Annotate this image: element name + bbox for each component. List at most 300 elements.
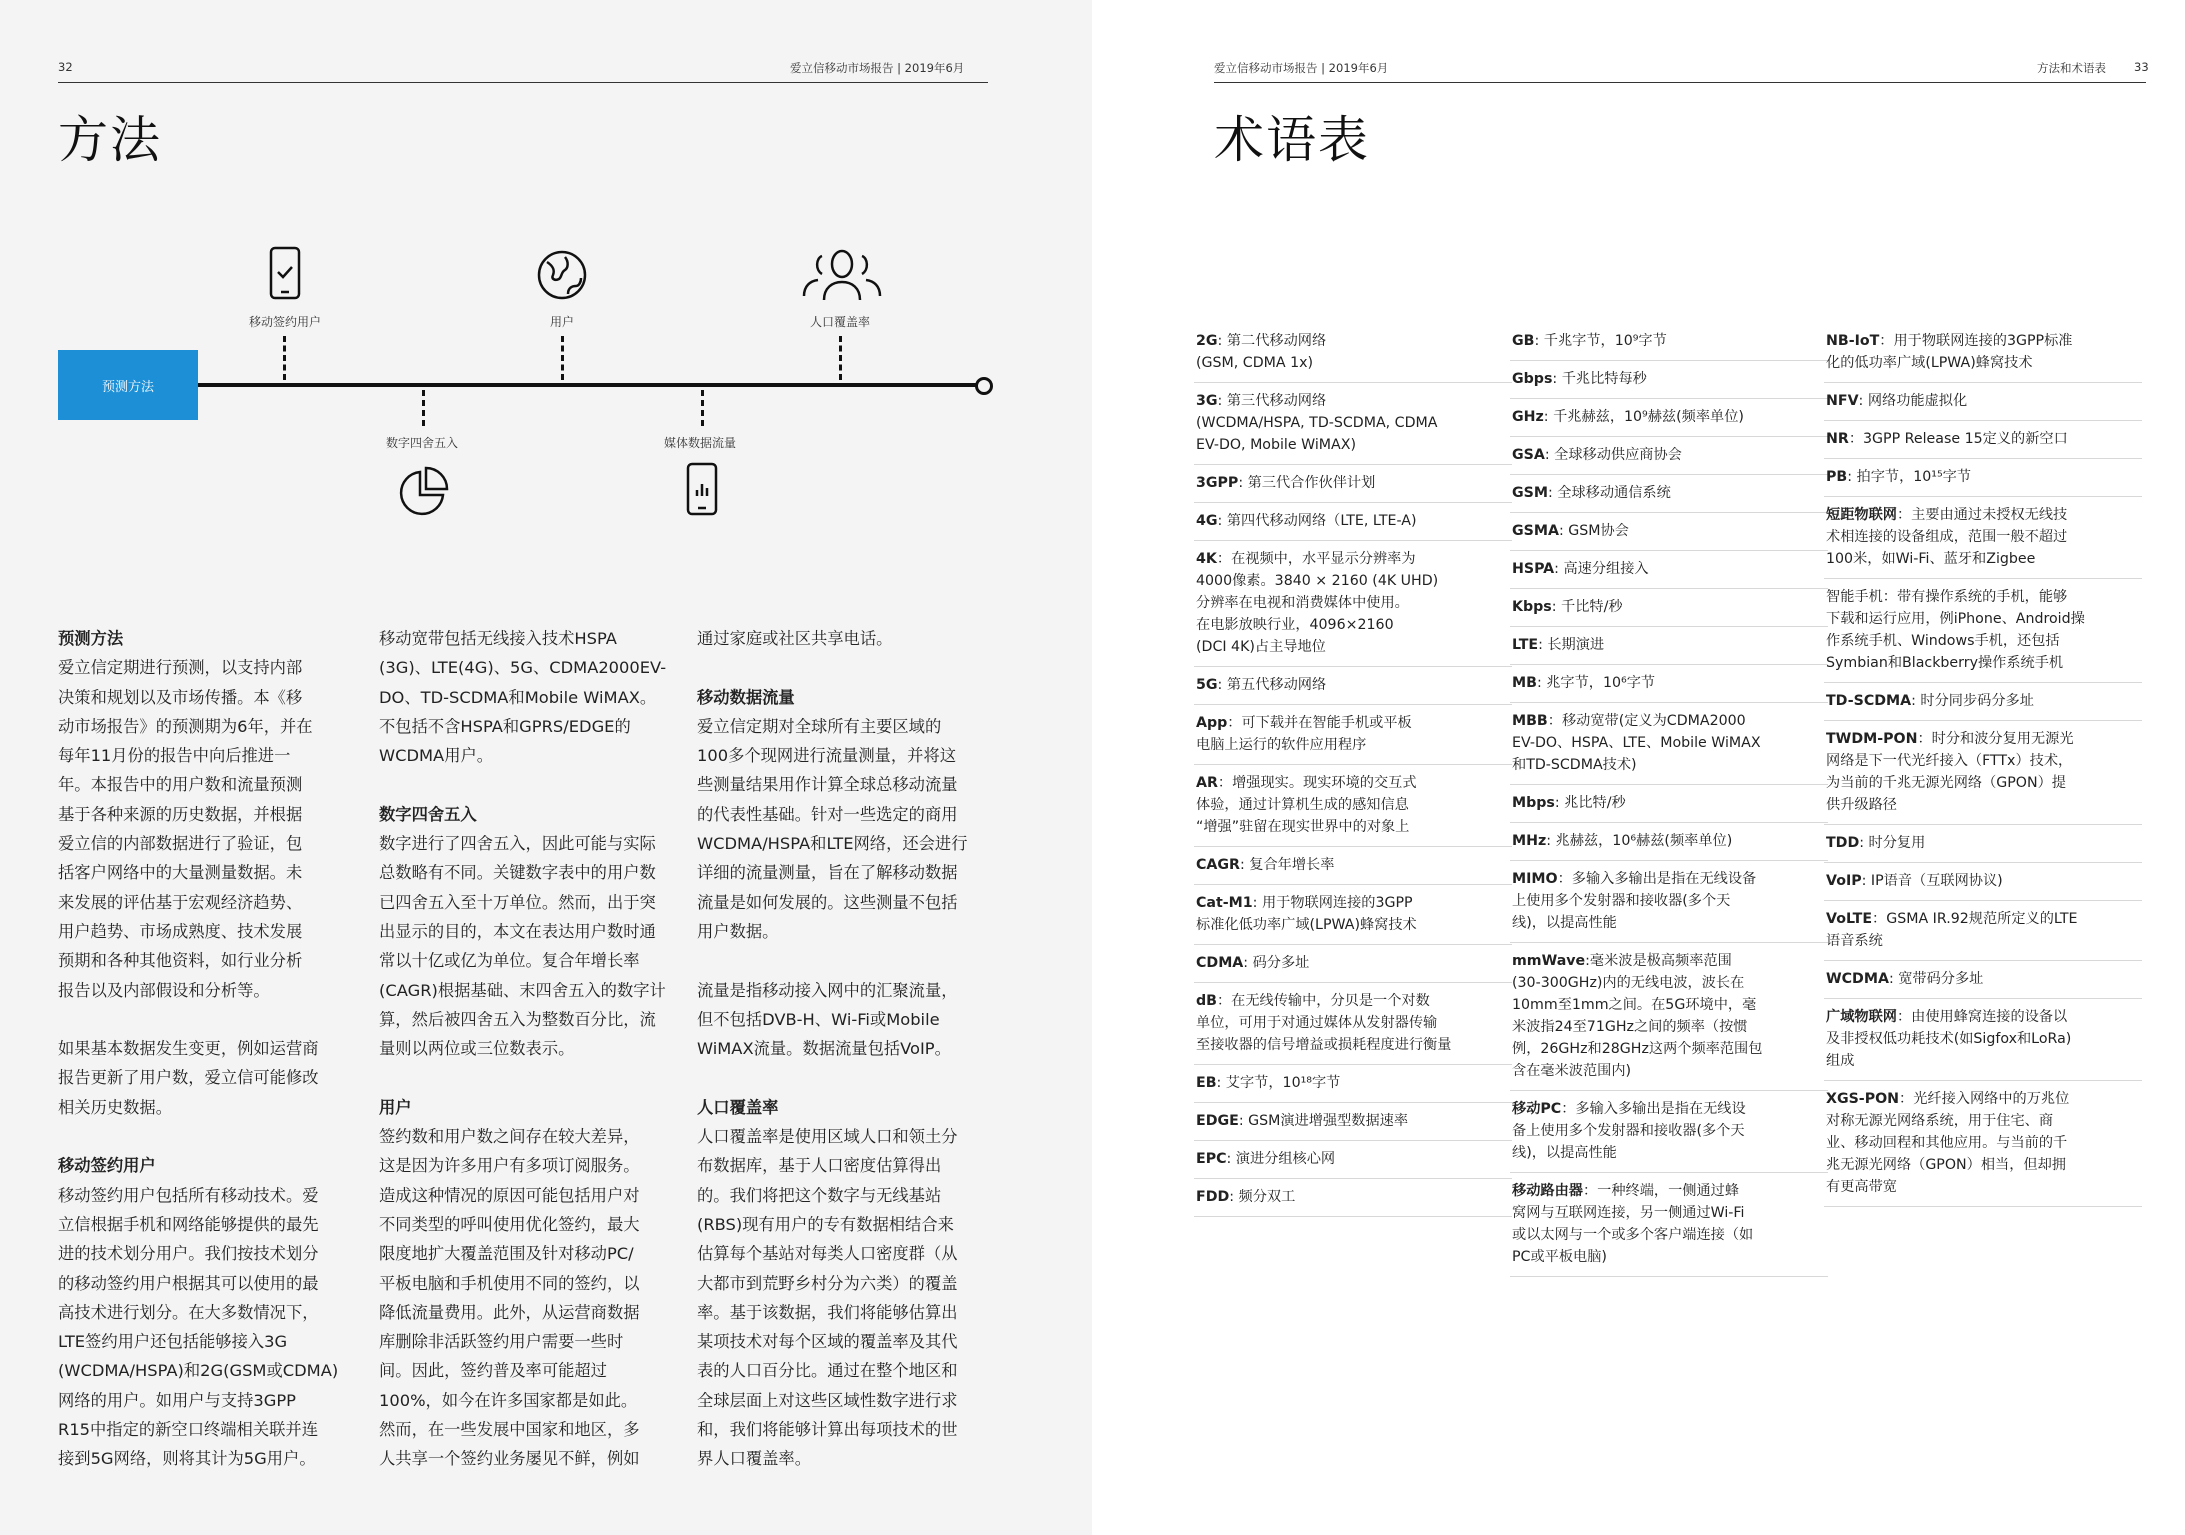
glossary-entry: [1194, 503, 1512, 541]
page-title: 术语表: [1214, 111, 1370, 169]
body-line: 估算每个基站对每类人口密度群（从: [697, 1244, 958, 1264]
body-line: 爱立信定期对全球所有主要区域的: [697, 716, 942, 736]
glossary-term: Cat-M1: [1196, 895, 1253, 911]
glossary-definition-line: ：由使用蜂窝连接的设备以: [1896, 1009, 2068, 1025]
glossary-term: GHz: [1512, 409, 1544, 425]
body-line: 的代表性基础。针对一些选定的商用: [697, 804, 958, 824]
text-column: [379, 624, 679, 1474]
glossary-entry: [1510, 627, 1828, 665]
body-line: 限度地扩大覆盖范围及针对移动PC/: [379, 1244, 634, 1264]
phone-bar-chart-icon: [682, 462, 722, 518]
body-line: 某项技术对每个区域的覆盖率及其代: [697, 1332, 958, 1352]
glossary-definition-line: (GSM, CDMA 1x): [1196, 355, 1314, 371]
body-line: 签约数和用户数之间存在较大差异，: [379, 1127, 640, 1147]
glossary-term: GSM: [1512, 485, 1548, 501]
glossary-definition-line: : 千兆比特每秒: [1552, 371, 1647, 387]
glossary-entry: [1824, 497, 2142, 579]
glossary-entry: [1510, 361, 1828, 399]
body-line: (CAGR)根据基础、末四舍五入的数字计: [379, 980, 666, 1000]
glossary-term: CAGR: [1196, 857, 1240, 873]
glossary-term: 2G: [1196, 333, 1218, 349]
paragraph-spacer: [58, 1005, 358, 1034]
glossary-definition-line: :毫米波是极高频率范围: [1585, 953, 1732, 969]
body-line: 的移动签约用户根据其可以使用的最: [58, 1273, 319, 1293]
glossary-definition-line: ：用于物联网连接的3GPP标准: [1879, 333, 2073, 349]
body-line: 报告更新了用户数，爱立信可能修改: [58, 1068, 319, 1088]
header-rule: [58, 82, 988, 83]
glossary-entry: [1824, 459, 2142, 497]
glossary-entry: [1824, 579, 2142, 683]
glossary-definition-line: : 码分多址: [1243, 955, 1310, 971]
body-line: (3G)、LTE(4G)、5G、CDMA2000EV-: [379, 658, 667, 678]
glossary-entry: [1510, 323, 1828, 361]
glossary-entry: [1824, 999, 2142, 1081]
glossary-definition-line: 米波指24至71GHz之间的频率（按惯: [1512, 1019, 1748, 1035]
glossary-column: [1824, 323, 2142, 1207]
body-line: 预期和各种其他资料，如行业分析: [58, 951, 303, 971]
glossary-entry: [1194, 945, 1512, 983]
glossary-definition-line: ：光纤接入网络中的万兆位: [1899, 1091, 2070, 1107]
body-line: 不包括不含HSPA和GPRS/EDGE的: [379, 716, 631, 736]
glossary-term: AR: [1196, 775, 1218, 791]
glossary-definition-line: 10mm至1mm之间。在5G环境中，毫: [1512, 997, 1757, 1013]
body-line: 平板电脑和手机使用不同的签约，以: [379, 1273, 640, 1293]
glossary-definition-line: 100米，如Wi-Fi、蓝牙和Zigbee: [1826, 551, 2036, 567]
glossary-term: TWDM-PON: [1826, 731, 1918, 747]
body-line: WCDMA/HSPA和LTE网络，还会进行: [697, 834, 968, 854]
glossary-entry: [1194, 323, 1512, 383]
glossary-definition-line: 电脑上运行的软件应用程序: [1196, 737, 1367, 753]
glossary-definition-line: : 演进分组核心网: [1226, 1151, 1336, 1167]
glossary-definition-line: : 第五代移动网络: [1217, 677, 1327, 693]
paragraph-spacer: [697, 1063, 997, 1092]
glossary-definition-line: EV-DO、HSPA、LTE、Mobile WiMAX: [1512, 735, 1761, 751]
glossary-entry: [1824, 901, 2142, 961]
connector: [701, 390, 704, 426]
glossary-definition-line: : IP语音（互联网协议): [1861, 873, 2003, 889]
glossary-entry: [1824, 421, 2142, 459]
glossary-definition-line: ：增强现实。现实环境的交互式: [1217, 775, 1417, 791]
glossary-entry: [1510, 399, 1828, 437]
glossary-term: WCDMA: [1826, 971, 1889, 987]
glossary-term: 4G: [1196, 513, 1218, 529]
glossary-term: App: [1196, 715, 1228, 731]
glossary-entry: [1824, 383, 2142, 421]
forecast-box: 预测方法: [58, 350, 198, 420]
paragraph-spacer: [697, 653, 997, 682]
glossary-definition-line: 兆无源光网络（GPON）相当，但却拥: [1826, 1157, 2066, 1173]
body-line: 来发展的评估基于宏观经济趋势、: [58, 892, 303, 912]
running-header: 爱立信移动市场报告 | 2019年6月: [790, 61, 965, 75]
glossary-definition-line: : 第四代移动网络（LTE, LTE-A): [1217, 513, 1417, 529]
body-line: 相关历史数据。: [58, 1097, 172, 1117]
glossary-entry: [1510, 703, 1828, 785]
glossary-definition-line: : 长期演进: [1538, 637, 1605, 653]
body-line: 然而，在一些发展中国家和地区，多: [379, 1420, 640, 1440]
glossary-definition-line: : 千兆字节，10⁹字节: [1534, 333, 1667, 349]
glossary-entry: [1194, 1141, 1512, 1179]
section-heading: 移动签约用户: [58, 1156, 156, 1176]
glossary-definition-line: ：移动宽带(定义为CDMA2000: [1547, 713, 1746, 729]
glossary-term: XGS-PON: [1826, 1091, 1900, 1107]
glossary-term: 移动路由器: [1512, 1183, 1583, 1199]
body-line: 高技术进行划分。在大多数情况下，: [58, 1302, 319, 1322]
glossary-definition-line: 或以太网与一个或多个客户端连接（如: [1512, 1227, 1754, 1243]
body-line: 出显示的目的，本文在表达用户数时通: [379, 921, 656, 941]
body-line: 如果基本数据发生变更，例如运营商: [58, 1039, 319, 1059]
body-line: 些测量结果用作计算全球总移动流量: [697, 775, 958, 795]
glossary-definition-line: 和TD-SCDMA技术): [1512, 757, 1637, 773]
glossary-entry: [1510, 1091, 1828, 1173]
glossary-term: 短距物联网: [1826, 507, 1897, 523]
glossary-term: HSPA: [1512, 561, 1555, 577]
body-line: 移动宽带包括无线接入技术HSPA: [379, 629, 617, 648]
glossary-entry: [1194, 705, 1512, 765]
glossary-definition-line: : 全球移动通信系统: [1547, 485, 1671, 501]
glossary-definition-line: 业、移动回程和其他应用。与当前的千: [1826, 1135, 2068, 1151]
glossary-definition-line: : 高速分组接入: [1554, 561, 1649, 577]
glossary-term: 5G: [1196, 677, 1218, 693]
glossary-definition-line: ：在视频中，水平显示分辨率为: [1216, 551, 1416, 567]
glossary-entry: [1824, 683, 2142, 721]
glossary-entry: [1824, 323, 2142, 383]
body-line: 流量是指移动接入网中的汇聚流量，: [697, 980, 958, 1000]
glossary-term: 广域物联网: [1826, 1009, 1897, 1025]
section-heading: 移动数据流量: [697, 687, 795, 707]
body-line: 的。我们将把这个数字与无线基站: [697, 1185, 942, 1205]
glossary-definition-line: 智能手机：带有操作系统的手机，能够: [1826, 589, 2068, 605]
glossary-definition-line: : 频分双工: [1229, 1189, 1296, 1205]
glossary-definition-line: 及非授权低功耗技术(如Sigfox和LoRa): [1826, 1031, 2072, 1047]
glossary-term: Mbps: [1512, 795, 1555, 811]
glossary-definition-line: 标准化低功率广域(LPWA)蜂窝技术: [1196, 917, 1417, 933]
glossary-term: 3G: [1196, 393, 1218, 409]
body-line: 爱立信的内部数据进行了验证，包: [58, 834, 303, 854]
glossary-definition-line: PC或平板电脑): [1512, 1249, 1607, 1265]
glossary-entry: [1194, 465, 1512, 503]
body-line: 库删除非活跃签约用户需要一些时: [379, 1332, 624, 1352]
glossary-term: FDD: [1196, 1189, 1230, 1205]
glossary-entry: [1824, 1081, 2142, 1207]
body-line: 总数略有不同。关键数字表中的用户数: [379, 863, 656, 883]
body-line: 已四舍五入至十万单位。然而，出于突: [379, 892, 656, 912]
glossary-entry: [1510, 823, 1828, 861]
glossary-definition-line: ：时分和波分复用无源光: [1917, 731, 2074, 747]
glossary-definition-line: 在电影放映行业，4096×2160: [1196, 617, 1394, 633]
section-heading: 数字四舍五入: [379, 804, 477, 824]
glossary-definition-line: ：3GPP Release 15定义的新空口: [1848, 431, 2068, 447]
page-number: 32: [58, 60, 73, 74]
glossary-definition-line: : GSM协会: [1558, 523, 1629, 539]
glossary-term: PB: [1826, 469, 1848, 485]
body-line: 进的技术划分用户。我们按技术划分: [58, 1244, 319, 1264]
glossary-definition-line: : 时分同步码分多址: [1911, 693, 2034, 709]
glossary-term: 移动PC: [1512, 1101, 1562, 1117]
glossary-definition-line: : GSM演进增强型数据速率: [1238, 1113, 1409, 1129]
body-line: 算，然后被四舍五入为整数百分比，流: [379, 1009, 656, 1029]
body-line: 动市场报告》的预测期为6年，并在: [58, 716, 313, 736]
glossary-definition-line: 对称无源光网络系统，用于住宅、商: [1826, 1113, 2054, 1129]
glossary-term: GB: [1512, 333, 1535, 349]
node-label: 人口覆盖率: [809, 315, 870, 329]
text-column: [697, 624, 997, 1474]
node-label: 用户: [549, 315, 574, 329]
glossary-definition-line: : 第二代移动网络: [1217, 333, 1327, 349]
glossary-entry: [1510, 513, 1828, 551]
body-line: 通过家庭或社区共享电话。: [697, 629, 893, 648]
node-label: 数字四舍五入: [385, 436, 458, 450]
body-line: 100%，如今在许多国家都是如此。: [379, 1390, 638, 1410]
body-line: 决策和规划以及市场传播。本《移: [58, 687, 303, 707]
glossary-definition-line: 为当前的千兆无源光网络（GPON）提: [1826, 775, 2066, 791]
connector: [422, 390, 425, 426]
body-line: 但不包括DVB-H、Wi-Fi或Mobile: [697, 1009, 940, 1029]
glossary-term: EDGE: [1196, 1113, 1239, 1129]
glossary-definition-line: 有更高带宽: [1826, 1179, 1897, 1195]
glossary-definition-line: 窝网与互联网连接，另一侧通过Wi-Fi: [1512, 1205, 1745, 1221]
globe-icon: [535, 248, 589, 302]
body-line: 和，我们将能够计算出每项技术的世: [697, 1420, 958, 1440]
glossary-term: Gbps: [1512, 371, 1553, 387]
glossary-definition-line: 例，26GHz和28GHz这两个频率范围包: [1512, 1041, 1763, 1057]
body-line: 常以十亿或亿为单位。复合年增长率: [379, 951, 640, 971]
glossary-term: TDD: [1826, 835, 1860, 851]
body-line: 界人口覆盖率。: [697, 1449, 811, 1469]
body-line: 网络的用户。如用户与支持3GPP: [58, 1390, 296, 1410]
glossary-definition-line: : 拍字节，10¹⁵字节: [1847, 469, 1972, 485]
glossary-term: MIMO: [1512, 871, 1558, 887]
glossary-term: TD-SCDMA: [1826, 693, 1912, 709]
body-line: 间。因此，签约普及率可能超过: [379, 1361, 607, 1381]
glossary-column: [1510, 323, 1828, 1277]
body-line: 全球层面上对这些区域性数字进行求: [697, 1390, 958, 1410]
glossary-definition-line: ：一种终端，一侧通过蜂: [1582, 1183, 1740, 1199]
body-line: 这是因为许多用户有多项订阅服务。: [379, 1156, 640, 1176]
glossary-entry: [1510, 943, 1828, 1091]
glossary-definition-line: : 兆比特/秒: [1554, 795, 1626, 811]
glossary-definition-line: : 宽带码分多址: [1888, 971, 1984, 987]
body-line: 移动签约用户包括所有移动技术。爱: [58, 1185, 319, 1205]
glossary-definition-line: ：GSMA IR.92规范所定义的LTE: [1872, 911, 2078, 927]
body-line: 立信根据手机和网络能够提供的最先: [58, 1214, 319, 1234]
body-line: 100多个现网进行流量测量，并将这: [697, 746, 957, 766]
glossary-definition-line: 备上使用多个发射器和接收器(多个天: [1512, 1123, 1745, 1139]
glossary-term: VoIP: [1826, 873, 1862, 889]
body-line: 率。基于该数据，我们将能够估算出: [697, 1302, 958, 1322]
body-line: DO、TD-SCDMA和Mobile WiMAX。: [379, 687, 657, 707]
glossary-term: 4K: [1196, 551, 1217, 567]
glossary-definition-line: : 兆字节，10⁶字节: [1536, 675, 1656, 691]
glossary-entry: [1824, 721, 2142, 825]
timeline-line: [198, 383, 980, 387]
body-line: 接到5G网络，则将其计为5G用户。: [58, 1449, 316, 1469]
glossary-definition-line: 分辨率在电视和消费媒体中使用。: [1196, 595, 1409, 611]
connector: [283, 336, 286, 380]
pie-chart-icon: [396, 465, 450, 519]
glossary-definition-line: : 第三代合作伙伴计划: [1238, 475, 1376, 491]
body-line: 表的人口百分比。通过在整个地区和: [697, 1361, 958, 1381]
glossary-definition-line: 体验，通过计算机生成的感知信息: [1196, 797, 1409, 813]
section-heading: 用户: [379, 1097, 412, 1117]
glossary-definition-line: 含在毫米波范围内): [1512, 1063, 1632, 1079]
body-line: 流量是如何发展的。这些测量不包括: [697, 892, 958, 912]
connector: [839, 336, 842, 380]
paragraph-spacer: [379, 1063, 679, 1092]
glossary-entry: [1194, 885, 1512, 945]
glossary-definition-line: : 全球移动供应商协会: [1544, 447, 1682, 463]
glossary-term: NR: [1826, 431, 1849, 447]
glossary-term: dB: [1196, 993, 1217, 1009]
right-page: [1092, 0, 2185, 1535]
glossary-definition-line: Symbian和Blackberry操作系统手机: [1826, 655, 2064, 671]
body-line: 报告以及内部假设和分析等。: [58, 980, 270, 1000]
glossary-entry: [1510, 589, 1828, 627]
glossary-definition-line: : 千比特/秒: [1551, 599, 1623, 615]
text-column: [58, 624, 358, 1474]
glossary-definition-line: : 网络功能虚拟化: [1858, 393, 1968, 409]
glossary-definition-line: : 第三代移动网络: [1217, 393, 1327, 409]
glossary-definition-line: 线)，以提高性能: [1512, 915, 1617, 931]
glossary-definition-line: 上使用多个发射器和接收器(多个天: [1512, 893, 1731, 909]
body-line: 爱立信定期进行预测，以支持内部: [58, 658, 303, 678]
section-heading: 人口覆盖率: [697, 1097, 779, 1117]
glossary-definition-line: 单位，可用于对通过媒体从发射器传输: [1196, 1015, 1438, 1031]
body-line: 详细的流量测量，旨在了解移动数据: [697, 863, 958, 883]
left-page: [0, 0, 1092, 1535]
glossary-entry: [1824, 825, 2142, 863]
glossary-term: 3GPP: [1196, 475, 1239, 491]
body-line: 每年11月份的报告中向后推进一: [58, 746, 291, 766]
body-line: 基于各种来源的历史数据，并根据: [58, 804, 303, 824]
glossary-term: LTE: [1512, 637, 1539, 653]
glossary-definition-line: : 复合年增长率: [1239, 857, 1335, 873]
glossary-definition-line: 下载和运行应用，例iPhone、Android操: [1826, 611, 2085, 627]
glossary-entry: [1510, 665, 1828, 703]
page-number: 33: [2134, 60, 2149, 74]
body-line: 不同类型的呼叫使用优化签约，最大: [379, 1214, 640, 1234]
glossary-definition-line: : 时分复用: [1859, 835, 1926, 851]
body-line: 括客户网络中的大量测量数据。未: [58, 863, 303, 883]
glossary-term: EPC: [1196, 1151, 1227, 1167]
glossary-entry: [1194, 765, 1512, 847]
glossary-entry: [1824, 863, 2142, 901]
body-line: 布数据库，基于人口密度估算得出: [697, 1156, 942, 1176]
glossary-definition-line: 供升级路径: [1826, 797, 1897, 813]
glossary-definition-line: 至接收器的信号增益或损耗程度进行衡量: [1196, 1037, 1452, 1053]
glossary-definition-line: 4000像素。3840 × 2160 (4K UHD): [1196, 573, 1439, 589]
body-line: 人共享一个签约业务屡见不鲜，例如: [379, 1449, 640, 1469]
header-rule: [1214, 82, 2146, 83]
body-line: R15中指定的新空口终端相关联并连: [58, 1420, 318, 1440]
glossary-definition-line: 语音系统: [1826, 933, 1883, 949]
body-line: (WCDMA/HSPA)和2G(GSM或CDMA): [58, 1361, 339, 1381]
glossary-term: CDMA: [1196, 955, 1244, 971]
body-line: LTE签约用户还包括能够接入3G: [58, 1332, 288, 1352]
body-line: 大都市到荒野乡村分为六类）的覆盖: [697, 1273, 958, 1293]
glossary-term: GSMA: [1512, 523, 1559, 539]
glossary-definition-line: 作系统手机、Windows手机，还包括: [1826, 633, 2060, 649]
glossary-entry: [1510, 785, 1828, 823]
connector: [561, 336, 564, 380]
glossary-entry: [1194, 1179, 1512, 1217]
glossary-definition-line: 化的低功率广域(LPWA)蜂窝技术: [1826, 355, 2033, 371]
glossary-definition-line: ：主要由通过未授权无线技: [1896, 507, 2068, 523]
body-line: WiMAX流量。数据流量包括VoIP。: [697, 1039, 951, 1059]
glossary-entry: [1194, 983, 1512, 1065]
glossary-term: NFV: [1826, 393, 1859, 409]
glossary-definition-line: ：多输入多输出是指在无线设: [1561, 1101, 1746, 1117]
glossary-definition-line: : 艾字节，10¹⁸字节: [1216, 1075, 1341, 1091]
glossary-definition-line: 组成: [1826, 1053, 1855, 1069]
body-line: 人口覆盖率是使用区域人口和领土分: [697, 1127, 958, 1147]
glossary-entry: [1194, 667, 1512, 705]
glossary-definition-line: ：多输入多输出是指在无线设备: [1557, 871, 1757, 887]
glossary-term: mmWave: [1512, 953, 1586, 969]
glossary-entry: [1510, 475, 1828, 513]
body-line: 数字进行了四舍五入，因此可能与实际: [379, 834, 656, 854]
people-group-icon: [800, 246, 884, 302]
glossary-term: GSA: [1512, 447, 1545, 463]
body-line: WCDMA用户。: [379, 746, 494, 766]
glossary-entry: [1824, 961, 2142, 999]
timeline-endpoint: [975, 377, 993, 395]
glossary-definition-line: : 用于物联网连接的3GPP: [1252, 895, 1413, 911]
glossary-entry: [1510, 1173, 1828, 1277]
glossary-entry: [1194, 383, 1512, 465]
body-line: 量则以两位或三位数表示。: [379, 1039, 575, 1059]
page-title: 方法: [58, 111, 162, 169]
section-heading: 预测方法: [58, 629, 124, 648]
running-header: 爱立信移动市场报告 | 2019年6月: [1214, 61, 1389, 75]
glossary-entry: [1510, 861, 1828, 943]
glossary-term: NB-IoT: [1826, 333, 1880, 349]
glossary-entry: [1194, 847, 1512, 885]
glossary-column: [1194, 323, 1512, 1217]
paragraph-spacer: [379, 770, 679, 799]
glossary-term: EB: [1196, 1075, 1217, 1091]
body-line: 用户数据。: [697, 921, 779, 941]
glossary-definition-line: : 兆赫兹，10⁶赫兹(频率单位): [1546, 833, 1733, 849]
smartphone-check-icon: [265, 246, 305, 302]
glossary-definition-line: ：可下载并在智能手机或平板: [1227, 715, 1412, 731]
glossary-entry: [1510, 437, 1828, 475]
glossary-term: VoLTE: [1826, 911, 1873, 927]
glossary-definition-line: 术相连接的设备组成，范围一般不超过: [1826, 529, 2068, 545]
glossary-entry: [1510, 551, 1828, 589]
body-line: 用户趋势、市场成熟度、技术发展: [58, 921, 303, 941]
glossary-entry: [1194, 541, 1512, 667]
glossary-term: MB: [1512, 675, 1537, 691]
glossary-entry: [1194, 1065, 1512, 1103]
glossary-definition-line: (DCI 4K)占主导地位: [1196, 639, 1326, 655]
body-line: 降低流量费用。此外，从运营商数据: [379, 1302, 640, 1322]
glossary-term: Kbps: [1512, 599, 1552, 615]
body-line: (RBS)现有用户的专有数据相结合来: [697, 1214, 954, 1234]
body-line: 年。本报告中的用户数和流量预测: [58, 775, 303, 795]
glossary-term: MBB: [1512, 713, 1548, 729]
section-name: 方法和术语表: [2037, 61, 2106, 75]
paragraph-spacer: [58, 1122, 358, 1151]
glossary-definition-line: (WCDMA/HSPA, TD-SCDMA, CDMA: [1196, 415, 1438, 431]
glossary-definition-line: 网络是下一代光纤接入（FTTx）技术，: [1826, 753, 2073, 769]
glossary-definition-line: : 千兆赫兹，10⁹赫兹(频率单位): [1543, 409, 1744, 425]
node-label: 移动签约用户: [248, 315, 321, 329]
glossary-definition-line: 线)，以提高性能: [1512, 1145, 1617, 1161]
glossary-definition-line: EV-DO, Mobile WiMAX): [1196, 437, 1356, 453]
node-label: 媒体数据流量: [663, 436, 736, 450]
glossary-definition-line: “增强”驻留在现实世界中的对象上: [1196, 819, 1410, 835]
glossary-entry: [1194, 1103, 1512, 1141]
